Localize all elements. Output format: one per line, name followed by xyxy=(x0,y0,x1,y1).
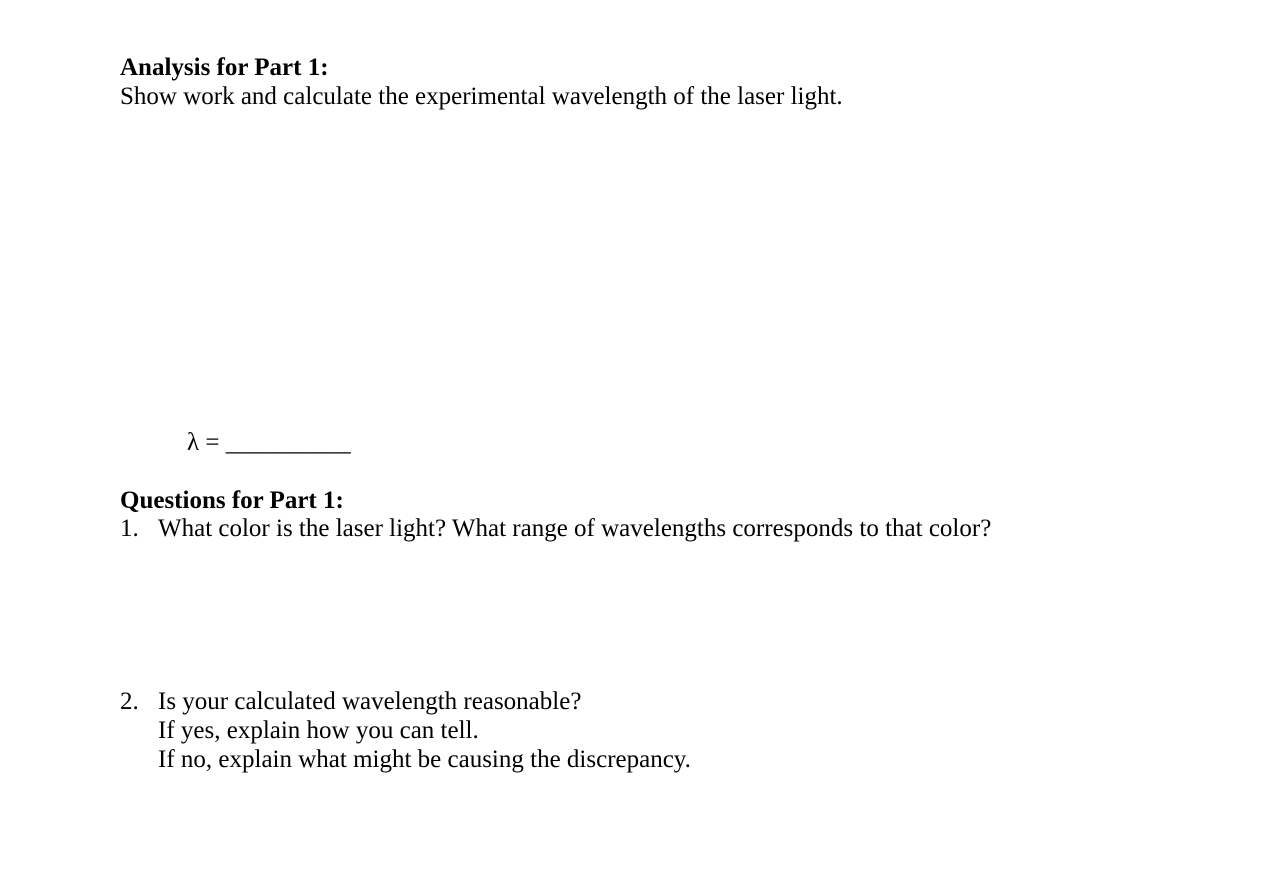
question-2-line-1: Is your calculated wavelength reasonable? xyxy=(158,688,582,715)
question-2-line-3: If no, explain what might be causing the discrepancy. xyxy=(158,746,691,773)
wavelength-answer-blank: __________ xyxy=(225,429,351,456)
questions-heading: Questions for Part 1: xyxy=(120,487,344,514)
question-2-number: 2. xyxy=(120,688,139,715)
wavelength-answer-line xyxy=(187,428,351,457)
wavelength-label: λ = xyxy=(187,429,226,456)
question-2-line-2: If yes, explain how you can tell. xyxy=(158,717,479,744)
analysis-heading: Analysis for Part 1: xyxy=(120,54,329,81)
question-1-text: What color is the laser light? What range of wavelengths corresponds to that color? xyxy=(158,515,992,542)
question-1-number: 1. xyxy=(120,515,139,542)
analysis-instruction: Show work and calculate the experimental wavelength of the laser light. xyxy=(120,83,843,110)
